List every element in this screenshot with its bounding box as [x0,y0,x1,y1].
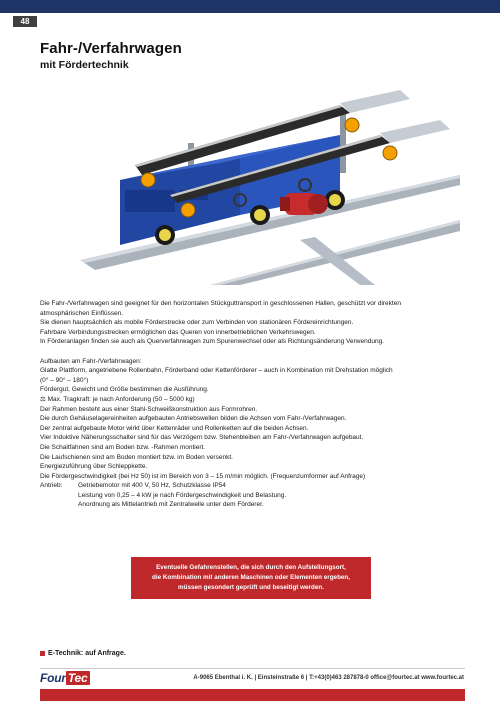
bottom-footer-band [40,689,465,701]
red-motor [280,193,328,215]
details-line: Die Schaltfahnen sind am Boden bzw. -Rahmen montiert. [40,443,206,451]
fourtec-logo [40,671,90,685]
footer-contact: A-9065 Ebenthal i. K. | Einsteinstraße 6 | T:+43(0)463 287878-0 office@fourtec.at www.fourtec.at [193,675,464,681]
logo-tec: Tec [67,671,88,685]
drive-line: Leistung von 0,25 – 4 kW je nach Fördergeschwindigkeit und Belastung. [78,491,287,499]
product-illustration [40,85,460,285]
description-text [40,299,470,510]
drive-line: Anordnung als Mittelantrieb mit Zentralwelle unter dem Förderer. [78,501,264,509]
warning-line: die Kombination mit anderen Maschinen oder Elementen ergeben, [151,574,351,581]
details-line: Die Fördergeschwindigkeit (bei Hz 50) ist im Bereich von 3 – 15 m/min möglich. (Frequenzumformer auf Anfrage) [40,472,366,480]
details-line: Der Rahmen besteht aus einer Stahl-Schweißkonstruktion aus Formrohren. [40,405,258,413]
etech-note-text: E-Technik: auf Anfrage. [48,650,126,657]
page-title: Fahr-/Verfahrwagen [40,40,182,57]
drive-row [40,481,470,491]
red-square-icon [40,651,45,656]
intro-line: In Förderanlagen finden sie auch als Querverfahrwagen zum Spurenwechsel oder als Richtungsänderung Verwendung. [40,338,384,346]
drive-line: Getriebemotor mit 400 V, 50 Hz, Schutzklasse IP54 [78,482,226,490]
details-line: (0° – 90° – 180°) [40,376,89,384]
footer-divider [40,668,465,669]
details-line: Vier Induktive Näherungsschalter sind für das Verzögern bzw. Stehenbleiben am Fahr-/Verfahrwagen aufgebaut. [40,434,364,442]
intro-line: Sie dienen hauptsächlich als mobile Förderstrecke oder zum Verbinden von stationären Fördereinrichtungen. [40,319,354,327]
warning-box [131,557,371,599]
page-subtitle: mit Fördertechnik [40,59,129,71]
intro-line: Fahrbare Verbindungsstrecken ermöglichen das Queren von innerbetrieblichen Verkehrswegen. [40,328,316,336]
details-line: Die durch Gehäuselagereinheiten aufgebauten Antriebswellen bilden die Achsen vom Fahr-/Verfahrwagen. [40,415,347,423]
warning-line: Eventuelle Gefahrenstellen, die sich durch den Aufstellungsort, [156,564,346,571]
details-line: Glatte Plattform, angetriebene Rollenbahn, Förderband oder Kettenförderer – auch in Kombination mit Drehstation möglich [40,367,393,375]
drive-label: Antrieb: [40,482,63,490]
page-number: 48 [13,16,37,27]
details-line: Energiezuführung über Schleppkette. [40,463,148,471]
details-line: Der zentral aufgebaute Motor wirkt über Kettenräder und Rollenketten auf die beiden Achsen. [40,424,309,432]
details-heading: Aufbauten am Fahr-/Verfahrwagen: [40,357,142,365]
warning-line: müssen gesondert geprüft und beseitigt werden. [178,584,324,591]
details-line: Die Laufschienen sind am Boden montiert bzw. im Boden versenkt. [40,453,233,461]
intro-line: atmosphärischen Einflüssen. [40,309,124,317]
details-line: ⚖ Max. Tragkraft: je nach Anforderung (50 – 5000 kg) [40,395,195,403]
etech-note [40,650,126,657]
top-header-band [0,0,500,13]
intro-line: Die Fahr-/Verfahrwagen sind geeignet für den horizontalen Stückguttransport in geschlossenen Hallen, geschützt vor direkten [40,300,401,307]
logo-four: Four [40,671,66,685]
details-line: Fördergut, Gewicht und Größe bestimmen die Ausführung. [40,386,209,394]
